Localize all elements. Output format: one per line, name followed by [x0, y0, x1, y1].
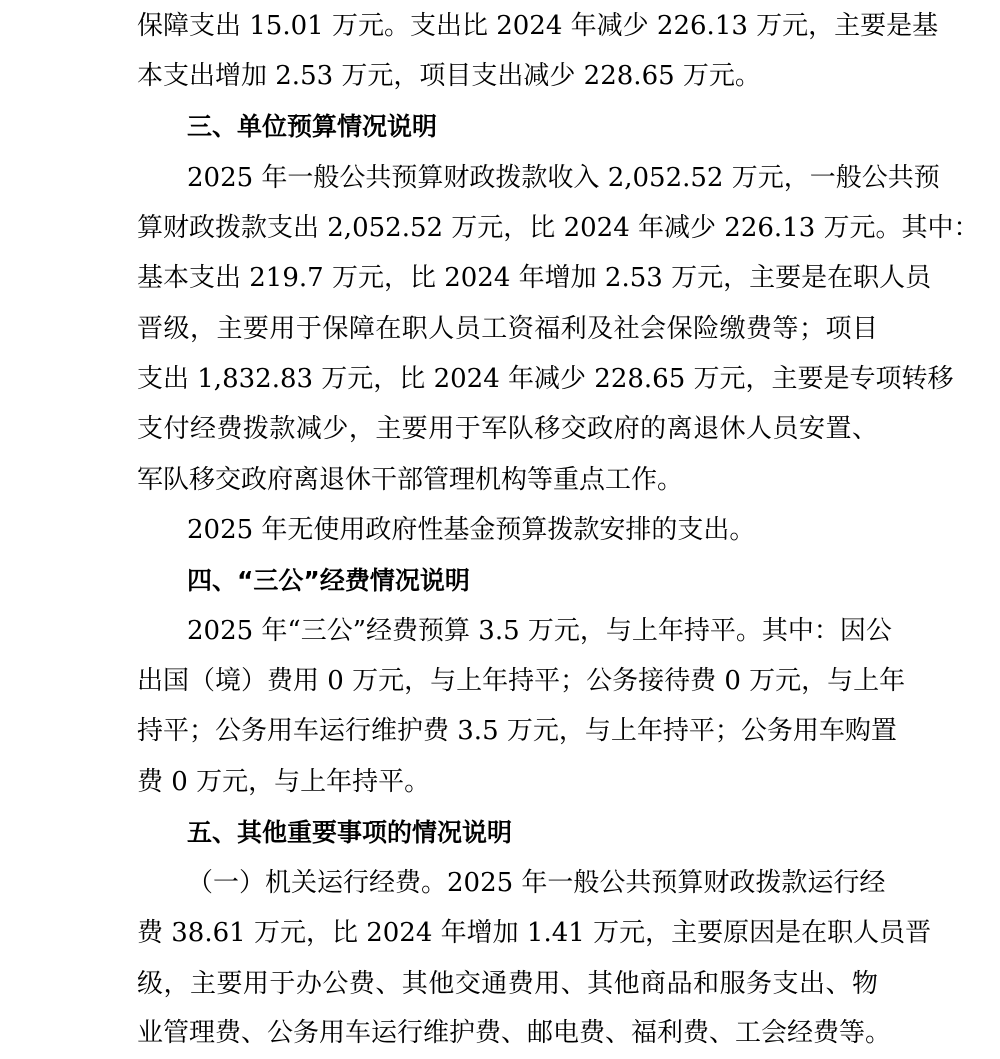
section-heading-3: 三、单位预算情况说明: [187, 112, 438, 141]
paragraph-line: 持平；公务用车运行维护费 3.5 万元，与上年持平；公务用车购置: [137, 716, 897, 746]
paragraph-line: 算财政拨款支出 2,052.52 万元，比 2024 年减少 226.13 万元。其中：: [137, 213, 980, 243]
section-heading-4: 四、“三公”经费情况说明: [187, 566, 470, 595]
paragraph-line: 费 38.61 万元，比 2024 年增加 1.41 万元，主要原因是在职人员晋: [137, 918, 932, 948]
paragraph-line: 2025 年无使用政府性基金预算拨款安排的支出。: [187, 515, 756, 545]
section-heading-5: 五、其他重要事项的情况说明: [187, 818, 513, 847]
paragraph-line: 费 0 万元，与上年持平。: [137, 767, 431, 797]
paragraph-line: 军队移交政府离退休干部管理机构等重点工作。: [137, 465, 684, 495]
paragraph-line: 业管理费、公务用车运行维护费、邮电费、福利费、工会经费等。: [137, 1018, 892, 1048]
paragraph-line: 支出 1,832.83 万元，比 2024 年减少 228.65 万元，主要是专项转移: [137, 364, 954, 394]
paragraph-line: 本支出增加 2.53 万元，项目支出减少 228.65 万元。: [137, 61, 761, 91]
paragraph-line: 基本支出 219.7 万元，比 2024 年增加 2.53 万元，主要是在职人员: [137, 263, 932, 293]
paragraph-line: 级，主要用于办公费、其他交通费用、其他商品和服务支出、物: [137, 969, 878, 999]
paragraph-line: 晋级，主要用于保障在职人员工资福利及社会保险缴费等；项目: [137, 314, 878, 344]
paragraph-line: 保障支出 15.01 万元。支出比 2024 年减少 226.13 万元，主要是基: [137, 11, 939, 41]
paragraph-line: 出国（境）费用 0 万元，与上年持平；公务接待费 0 万元，与上年: [137, 666, 906, 696]
paragraph-line: 2025 年“三公”经费预算 3.5 万元，与上年持平。其中：因公: [187, 616, 892, 646]
paragraph-line: 支付经费拨款减少，主要用于军队移交政府的离退休人员安置、: [137, 414, 878, 444]
paragraph-line: （一）机关运行经费。2025 年一般公共预算财政拨款运行经: [187, 868, 886, 898]
paragraph-line: 2025 年一般公共预算财政拨款收入 2,052.52 万元，一般公共预: [187, 163, 940, 193]
